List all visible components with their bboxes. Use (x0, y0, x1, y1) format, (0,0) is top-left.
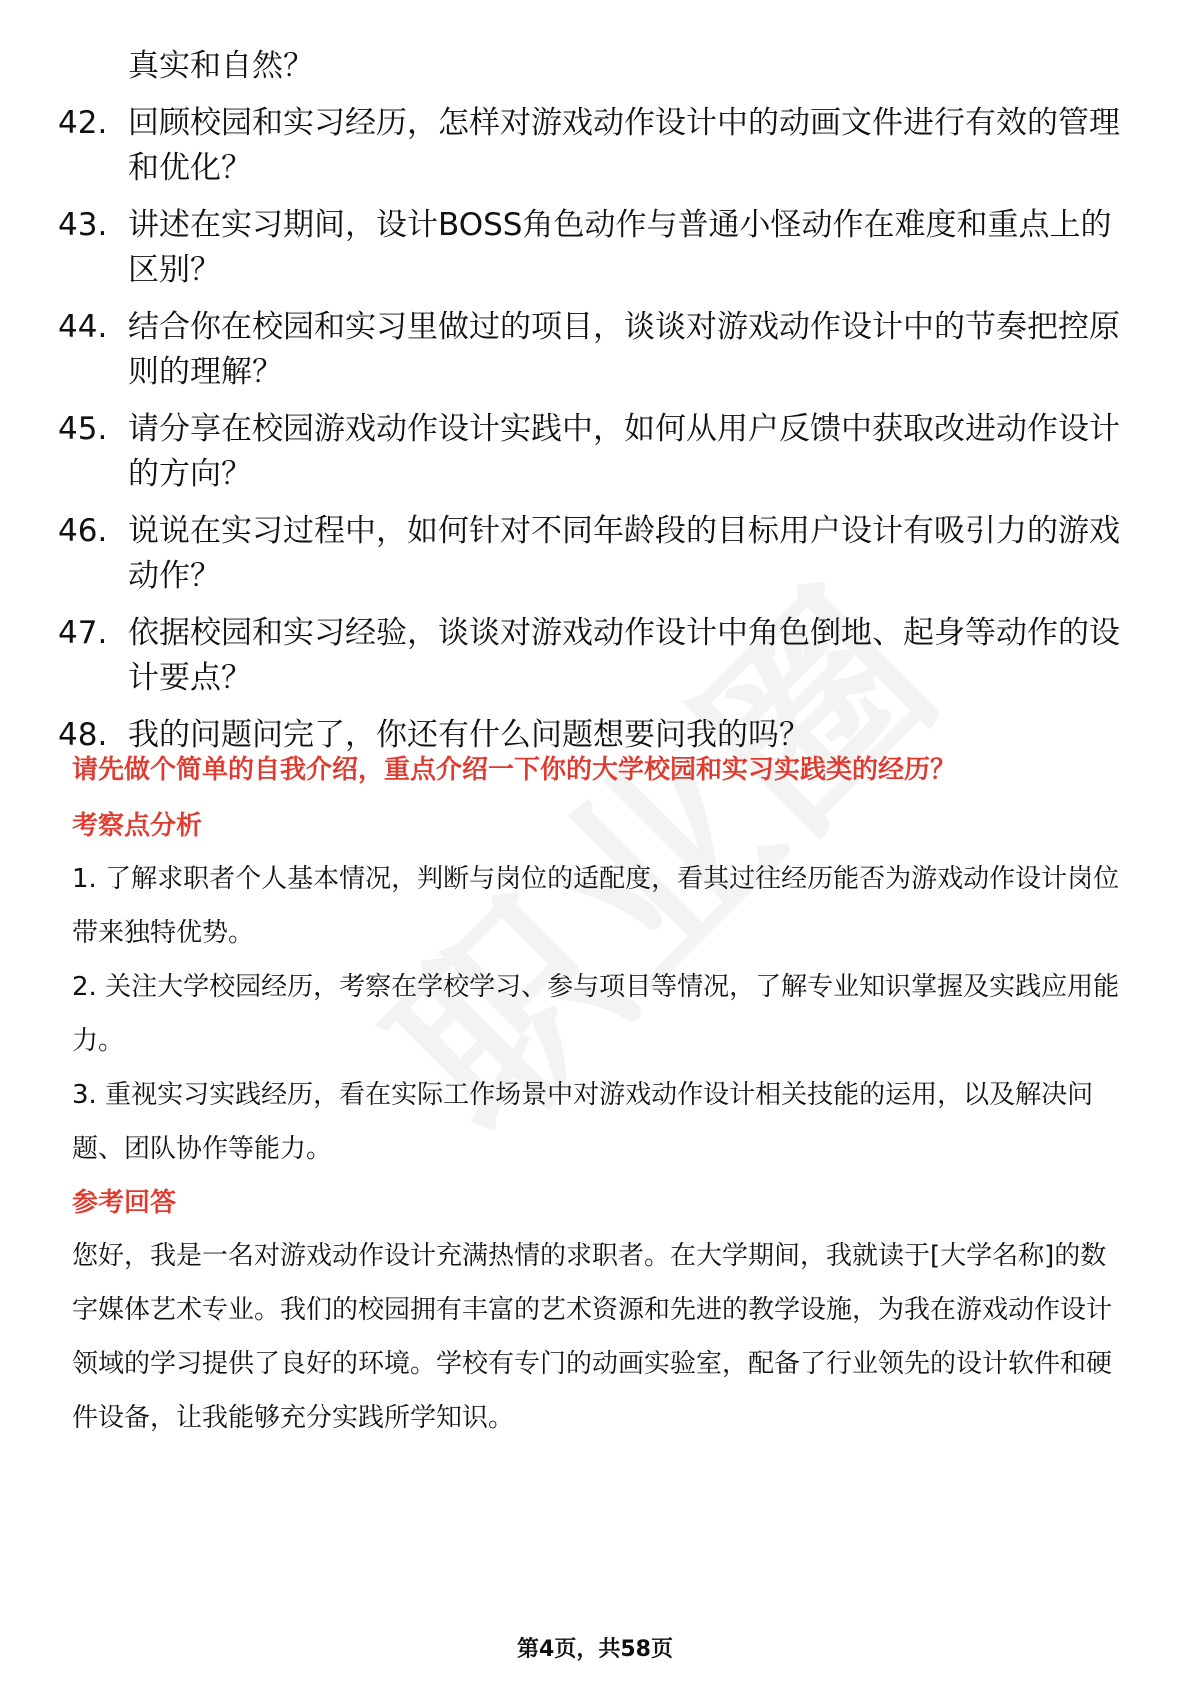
reference-text: 您好，我是一名对游戏动作设计充满热情的求职者。在大学期间，我就读于[大学名称]的数字媒体艺术专业。我们的校园拥有丰富的艺术资源和先进的教学设施，为我在游戏动作设计领域的学习提供了良好的环境。学校有专门的动画实验室，配备了行业领先的设计软件和硬件设备，让我能够充分实践所学知识。 (72, 1241, 1113, 1433)
analysis-point: 1. 了解求职者个人基本情况，判断与岗位的适配度，看其过往经历能否为游戏动作设计岗位带来独特优势。 (72, 864, 1120, 948)
question-list (58, 44, 1128, 770)
question-item (58, 101, 1128, 191)
question-number: 45. (58, 411, 108, 447)
reference-answer-block (72, 1185, 1132, 1445)
reference-title: 参考回答 (72, 1188, 177, 1218)
question-item (58, 509, 1128, 599)
question-text: 说说在实习过程中，如何针对不同年龄段的目标用户设计有吸引力的游戏动作？ (128, 513, 1120, 594)
question-text: 回顾校园和实习经历，怎样对游戏动作设计中的动画文件进行有效的管理和优化？ (128, 105, 1120, 186)
analysis-point: 2. 关注大学校园经历，考察在学校学习、参与项目等情况，了解专业知识掌握及实践应用能力。 (72, 972, 1120, 1056)
question-number: 42. (58, 105, 108, 141)
question-item (58, 611, 1128, 701)
analysis-point: 3. 重视实习实践经历，看在实际工作场景中对游戏动作设计相关技能的运用，以及解决问题、团队协作等能力。 (72, 1080, 1094, 1164)
answer-question-heading-block (72, 752, 1132, 788)
answer-question-heading: 请先做个简单的自我介绍，重点介绍一下你的大学校园和实习实践类的经历？ (72, 755, 957, 785)
question-item (58, 203, 1128, 293)
page-footer: 第4页，共58页 (517, 1637, 673, 1662)
question-number: 44. (58, 309, 108, 345)
analysis-block (72, 808, 1132, 1176)
question-text: 我的问题问完了，你还有什么问题想要问我的吗？ (128, 717, 810, 753)
question-item (58, 305, 1128, 395)
question-number: 46. (58, 513, 108, 549)
question-text: 讲述在实习期间，设计BOSS角色动作与普通小怪动作在难度和重点上的区别？ (128, 207, 1112, 288)
analysis-title: 考察点分析 (72, 811, 203, 841)
question-number: 48. (58, 717, 108, 753)
question-item (58, 407, 1128, 497)
question-number: 43. (58, 207, 108, 243)
question-number: 47. (58, 615, 108, 651)
question-continuation-text: 真实和自然？ (128, 48, 314, 84)
question-text: 结合你在校园和实习里做过的项目，谈谈对游戏动作设计中的节奏把控原则的理解？ (128, 309, 1120, 390)
question-text: 请分享在校园游戏动作设计实践中，如何从用户反馈中获取改进动作设计的方向？ (128, 411, 1120, 492)
question-text: 依据校园和实习经验，谈谈对游戏动作设计中角色倒地、起身等动作的设计要点？ (128, 615, 1120, 696)
question-continuation (58, 44, 1128, 89)
